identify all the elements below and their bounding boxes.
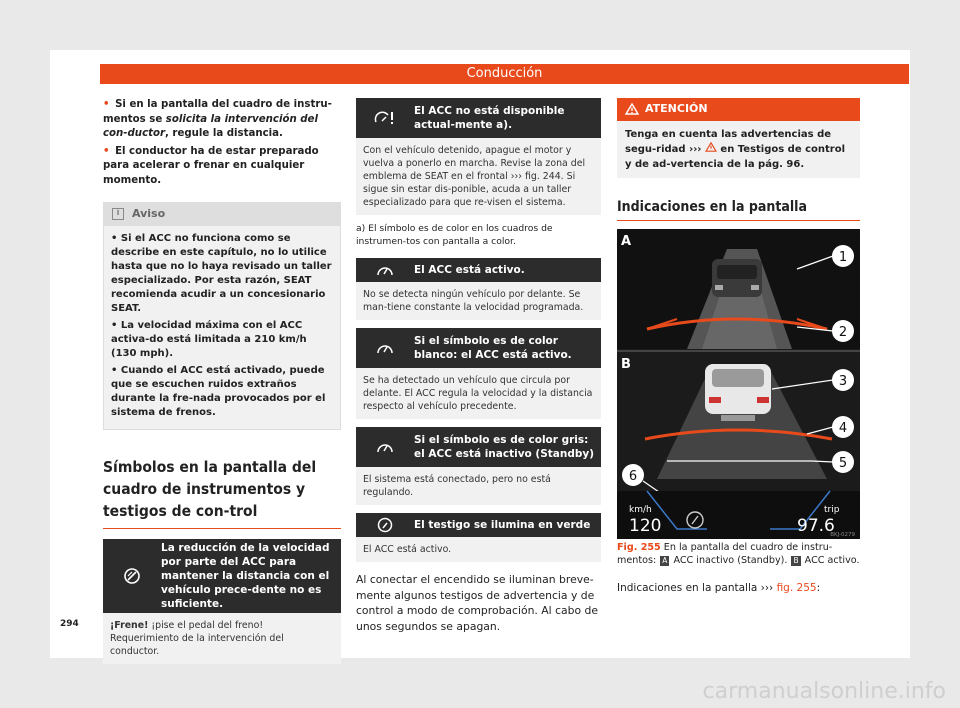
warning-icon (625, 103, 639, 115)
symbol-header: El ACC está activo. (356, 258, 601, 282)
intro-paragraph: Al conectar el encendido se iluminan breve-mente algunos testigos de advertencia y de control a modo de comprobación. Al cabo de unos segundos se apagan. (356, 573, 599, 633)
callout-6: 6 (628, 469, 638, 484)
aviso-header: i Aviso (104, 203, 340, 226)
symbol-header: El testigo se ilumina en verde (356, 513, 601, 537)
symbol-body: El sistema está conectado, pero no está regulando. (363, 474, 551, 498)
panel-label-b: B (621, 357, 631, 372)
symbol-body: El ACC está activo. (363, 544, 452, 555)
aviso-item: • Si el ACC no funciona como se describe en este capítulo, no lo utilice hasta que no lo haya revisado un taller especializado. Por esta razón, SEAT recomienda acudir a un concesionario SEAT. (111, 232, 332, 314)
figure-255 (617, 229, 860, 539)
symbol-block (103, 539, 341, 664)
bullet-item: • Si en la pantalla del cuadro de instru-mentos se solicita la intervención del con-ductor, regule la distancia. (103, 99, 332, 139)
warning-triangle-icon (705, 142, 717, 152)
speed-value: 120 (629, 516, 662, 536)
aviso-item: • La velocidad máxima con el ACC activa-do está limitada a 210 km/h (130 mph). (111, 319, 307, 359)
symbol-body: ¡Frene! ¡pise el pedal del freno! Requerimiento de la intervención del conductor. (110, 619, 284, 657)
callout-3: 3 (838, 374, 848, 389)
figure-link[interactable]: fig. 255 (773, 582, 817, 594)
bullet-dot: • (103, 145, 110, 157)
aviso-item: • Cuando el ACC está activado, puede que se escuchen ruidos extraños durante la fre-nada provocados por el sistema de frenos. (111, 364, 326, 418)
figure-code: BKJ-0279 (830, 532, 855, 538)
trip-label: trip (824, 505, 840, 515)
acc-white-icon (356, 341, 414, 355)
figure-caption: Fig. 255 En la pantalla del cuadro de instru-mentos: A ACC inactivo (Standby). B ACC activo. (617, 542, 860, 566)
column-right (617, 98, 860, 596)
callout-5: 5 (838, 456, 848, 471)
symbol-block (356, 98, 601, 215)
acc-green-icon (356, 517, 414, 533)
symbol-header: El ACC no está disponible actual-mente a). (356, 98, 601, 138)
symbol-header: Si el símbolo es de color blanco: el ACC está activo. (356, 328, 601, 368)
callout-2: 2 (838, 325, 848, 340)
symbol-body: Se ha detectado un vehículo que circula por delante. El ACC regula la velocidad y la distancia respecto al vehículo precedente. (363, 375, 593, 412)
footnote: a) El símbolo es de color en los cuadros de instrumen-tos con pantalla a color. (356, 223, 553, 247)
info-icon: i (112, 208, 124, 220)
final-line: Indicaciones en la pantalla ››› fig. 255: (617, 582, 821, 594)
symbol-block (356, 427, 601, 505)
symbol-header: Si el símbolo es de color gris: el ACC está inactivo (Standby) (356, 427, 601, 467)
watermark: carmanualsonline.info (702, 679, 946, 704)
acc-display-illustration (617, 229, 860, 539)
column-middle (356, 98, 601, 634)
symbol-body: Con el vehículo detenido, apague el motor y vuelva a ponerlo en marcha. Revise la zona del emblema de SEAT en el frontal ››› fig. 244. Si sigue sin estar dis-ponible, acuda a un taller especializado para que re-visen el sistema. (363, 145, 586, 208)
callout-1: 1 (838, 250, 848, 265)
page-number: 294 (60, 619, 79, 629)
section-title-symbols: Símbolos en la pantalla del cuadro de instrumentos y testigos de con-trol (103, 456, 341, 529)
acc-brake-icon (103, 567, 161, 585)
symbol-block (356, 513, 601, 562)
panel-label-a: A (621, 234, 632, 249)
symbol-block (356, 258, 601, 320)
section-header: Conducción (100, 64, 909, 84)
warning-body: Tenga en cuenta las advertencias de segu-ridad ››› en Testigos de control y de ad-vertencia de la pág. 96. (625, 128, 846, 170)
bullet-dot: • (103, 99, 110, 110)
callout-4: 4 (838, 421, 848, 436)
aviso-box (103, 202, 341, 430)
bullet-item: • El conductor ha de estar preparado para acelerar o frenar en cualquier momento. (103, 145, 319, 186)
speed-label: km/h (629, 505, 652, 515)
acc-active-icon (356, 263, 414, 277)
acc-unavailable-icon (356, 110, 414, 126)
symbol-block (356, 328, 601, 419)
warning-box (617, 98, 860, 178)
section-title-indicaciones: Indicaciones en la pantalla (617, 200, 860, 222)
aviso-body (104, 226, 340, 429)
symbol-header: La reducción de la velocidad por parte del ACC para mantener la distancia con el vehículo prece-dente no es suficiente. (103, 539, 341, 613)
warning-header: ATENCIÓN (617, 98, 860, 121)
symbol-body: No se detecta ningún vehículo por delante. Se man-tiene constante la velocidad programada. (363, 289, 584, 313)
manual-page (50, 50, 910, 658)
bullet-list (103, 98, 341, 188)
column-left (103, 98, 341, 664)
acc-gray-icon (356, 440, 414, 454)
trip-value: 97.6 (797, 516, 835, 536)
